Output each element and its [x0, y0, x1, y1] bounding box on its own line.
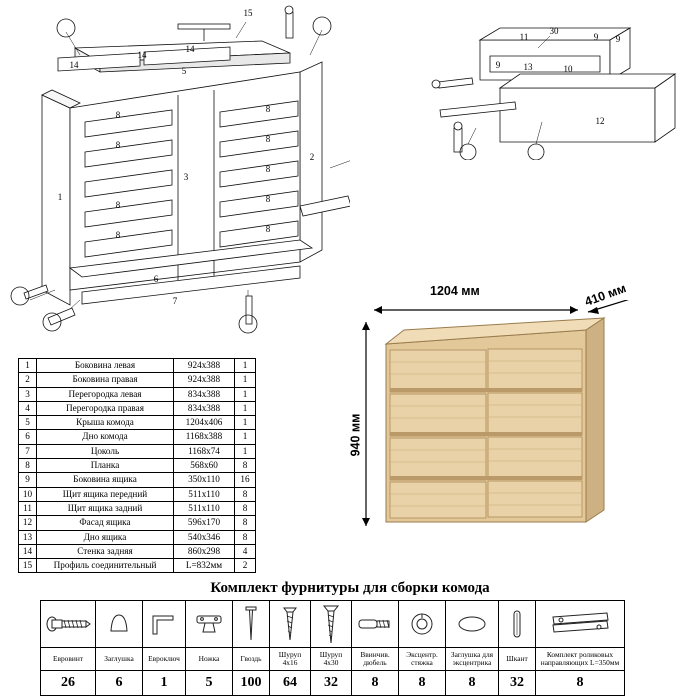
svg-text:5: 5 [181, 66, 187, 76]
part-name: Крыша комода [37, 416, 174, 430]
kit-item-quantity: 32 [311, 671, 352, 696]
screw-4x30-icon [311, 601, 352, 648]
part-dimension: 1168х74 [174, 444, 235, 458]
cam-lock-icon [399, 601, 446, 648]
part-name: Боковина правая [37, 373, 174, 387]
dimension-height-label: 940 мм [348, 413, 363, 457]
part-dimension: 834х388 [174, 387, 235, 401]
part-quantity: 1 [235, 444, 256, 458]
part-dimension: 568х60 [174, 459, 235, 473]
kit-item-name: Шуруп 4х16 [270, 648, 311, 671]
svg-text:1: 1 [57, 192, 63, 202]
table-row [19, 359, 256, 373]
kit-item-quantity: 64 [270, 671, 311, 696]
kit-item-name: Заглушка [96, 648, 143, 671]
part-dimension: 860х298 [174, 544, 235, 558]
svg-text:6: 6 [153, 274, 159, 284]
kit-item-name: Комплект роликовых направляющих L=350мм [536, 648, 625, 671]
dimension-depth-label: 410 мм [582, 281, 628, 309]
part-name: Перегородка левая [37, 387, 174, 401]
svg-text:8: 8 [265, 164, 271, 174]
kit-item-quantity: 8 [536, 671, 625, 696]
part-name: Дно ящика [37, 530, 174, 544]
svg-text:7: 7 [172, 296, 178, 306]
kit-item-name: Гвоздь [233, 648, 270, 671]
svg-text:8: 8 [265, 134, 271, 144]
svg-text:15: 15 [243, 8, 253, 18]
kit-item-quantity: 100 [233, 671, 270, 696]
dowel-icon [499, 601, 536, 648]
svg-text:9: 9 [615, 34, 621, 44]
chest-illustration [352, 300, 662, 540]
svg-text:14: 14 [185, 44, 195, 54]
table-row [19, 430, 256, 444]
kit-item-name: Ввинчив. дюбель [352, 648, 399, 671]
nail-icon [233, 601, 270, 648]
kit-item-quantity: 1 [143, 671, 186, 696]
part-dimension: 1168х388 [174, 430, 235, 444]
part-dimension: 540х346 [174, 530, 235, 544]
part-name: Цоколь [37, 444, 174, 458]
svg-text:8: 8 [265, 104, 271, 114]
screw-4x16-icon [270, 601, 311, 648]
kit-item-quantity: 8 [352, 671, 399, 696]
table-row [19, 473, 256, 487]
part-dimension: 1204х406 [174, 416, 235, 430]
part-name: Боковина левая [37, 359, 174, 373]
part-number: 8 [19, 459, 37, 473]
part-number: 15 [19, 559, 37, 573]
part-dimension: 834х388 [174, 401, 235, 415]
part-name: Планка [37, 459, 174, 473]
part-name: Профиль соединительный [37, 559, 174, 573]
part-dimension: L=832мм [174, 559, 235, 573]
table-row [19, 444, 256, 458]
euro-screw-icon [41, 601, 96, 648]
part-number: 4 [19, 401, 37, 415]
svg-text:8: 8 [265, 194, 271, 204]
part-dimension: 924х388 [174, 373, 235, 387]
svg-text:8: 8 [115, 110, 121, 120]
parts-table [18, 358, 256, 573]
part-number: 11 [19, 501, 37, 515]
svg-text:8: 8 [265, 224, 271, 234]
cam-cap-icon [446, 601, 499, 648]
part-number: 14 [19, 544, 37, 558]
kit-item-name: Шуруп 4х30 [311, 648, 352, 671]
kit-item-quantity: 32 [499, 671, 536, 696]
table-row [19, 401, 256, 415]
svg-text:9: 9 [593, 32, 599, 42]
part-quantity: 2 [235, 559, 256, 573]
svg-text:30: 30 [549, 26, 559, 36]
leg-icon [186, 601, 233, 648]
part-dimension: 350х110 [174, 473, 235, 487]
part-number: 12 [19, 516, 37, 530]
part-quantity: 8 [235, 530, 256, 544]
kit-item-quantity: 5 [186, 671, 233, 696]
part-number: 7 [19, 444, 37, 458]
svg-text:12: 12 [595, 116, 605, 126]
part-quantity: 8 [235, 487, 256, 501]
part-name: Боковина ящика [37, 473, 174, 487]
svg-text:8: 8 [115, 140, 121, 150]
part-number: 13 [19, 530, 37, 544]
part-number: 3 [19, 387, 37, 401]
kit-item-name: Эксцентр. стяжка [399, 648, 446, 671]
part-name: Фасад ящика [37, 516, 174, 530]
part-quantity: 8 [235, 459, 256, 473]
kit-item-name: Ножка [186, 648, 233, 671]
svg-text:8: 8 [115, 230, 121, 240]
part-number: 9 [19, 473, 37, 487]
part-quantity: 1 [235, 401, 256, 415]
table-row [19, 559, 256, 573]
part-quantity: 1 [235, 359, 256, 373]
table-row [19, 487, 256, 501]
kit-item-name: Евроключ [143, 648, 186, 671]
part-name: Дно комода [37, 430, 174, 444]
part-quantity: 1 [235, 373, 256, 387]
table-row [19, 501, 256, 515]
kit-item-name: Евровинт [41, 648, 96, 671]
cap-plug-icon [96, 601, 143, 648]
svg-text:14: 14 [69, 60, 79, 70]
part-dimension: 924х388 [174, 359, 235, 373]
dimension-width-label: 1204 мм [430, 284, 480, 298]
part-name: Щит ящика передний [37, 487, 174, 501]
part-number: 1 [19, 359, 37, 373]
svg-text:10: 10 [563, 64, 573, 74]
part-quantity: 4 [235, 544, 256, 558]
kit-item-quantity: 8 [446, 671, 499, 696]
svg-text:13: 13 [523, 62, 533, 72]
kit-item-quantity: 8 [399, 671, 446, 696]
part-dimension: 511х110 [174, 487, 235, 501]
part-dimension: 596х170 [174, 516, 235, 530]
part-quantity: 1 [235, 416, 256, 430]
part-number: 10 [19, 487, 37, 501]
table-row [19, 516, 256, 530]
table-row [19, 387, 256, 401]
drawer-slide-icon [536, 601, 625, 648]
table-row [19, 459, 256, 473]
table-row [19, 530, 256, 544]
exploded-assembly-drawing [0, 0, 350, 345]
hardware-kit-table [40, 600, 625, 696]
part-quantity: 16 [235, 473, 256, 487]
part-name: Стенка задняя [37, 544, 174, 558]
kit-item-quantity: 6 [96, 671, 143, 696]
svg-text:9: 9 [495, 60, 501, 70]
part-quantity: 1 [235, 430, 256, 444]
part-dimension: 511х110 [174, 501, 235, 515]
svg-text:11: 11 [519, 32, 529, 42]
kit-item-name: Заглушка для эксцентрика [446, 648, 499, 671]
table-row [19, 416, 256, 430]
table-row [19, 544, 256, 558]
screw-in-dowel-icon [352, 601, 399, 648]
table-row [19, 373, 256, 387]
svg-text:14: 14 [137, 50, 147, 60]
svg-text:2: 2 [309, 152, 315, 162]
part-quantity: 8 [235, 516, 256, 530]
part-name: Щит ящика задний [37, 501, 174, 515]
hardware-kit-title: Комплект фурнитуры для сборки комода [210, 580, 490, 596]
part-quantity: 8 [235, 501, 256, 515]
part-name: Перегородка правая [37, 401, 174, 415]
part-number: 2 [19, 373, 37, 387]
kit-item-name: Шкант [499, 648, 536, 671]
part-number: 5 [19, 416, 37, 430]
drawer-detail-drawing [420, 10, 690, 160]
euro-key-icon [143, 601, 186, 648]
part-number: 6 [19, 430, 37, 444]
svg-text:8: 8 [115, 200, 121, 210]
kit-item-quantity: 26 [41, 671, 96, 696]
svg-text:3: 3 [183, 172, 189, 182]
product-photo-with-dimensions [348, 281, 662, 540]
part-quantity: 1 [235, 387, 256, 401]
